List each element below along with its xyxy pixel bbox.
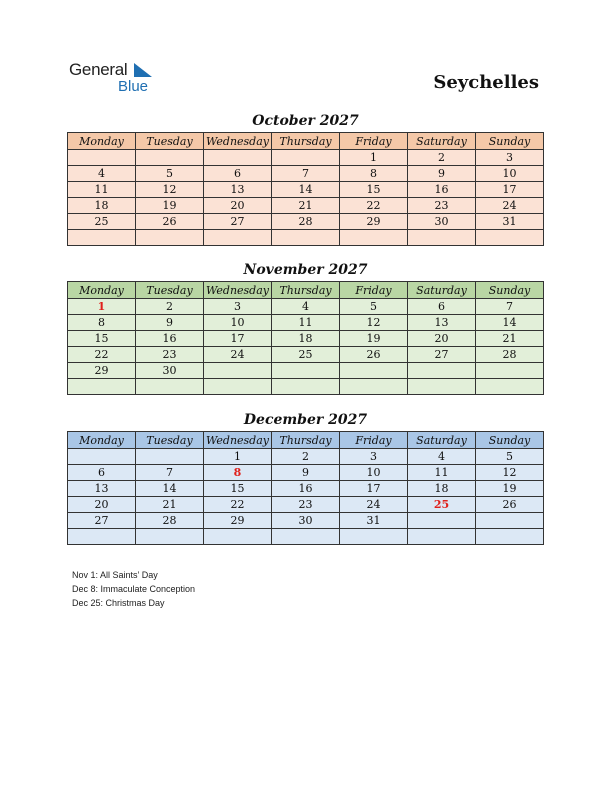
calendar-table: [67, 431, 544, 545]
day-cell: [272, 529, 340, 545]
weekday-header: Saturday: [408, 133, 476, 150]
day-cell: 2: [136, 299, 204, 315]
day-cell: 12: [136, 182, 204, 198]
day-cell: 4: [68, 166, 136, 182]
day-cell: 30: [408, 214, 476, 230]
day-cell: 26: [136, 214, 204, 230]
day-cell: 14: [136, 481, 204, 497]
day-cell: 1: [68, 299, 136, 315]
week-row: [68, 465, 544, 481]
day-cell: 13: [408, 315, 476, 331]
day-cell: [340, 529, 408, 545]
week-row: [68, 214, 544, 230]
day-cell: 29: [204, 513, 272, 529]
week-row: [68, 347, 544, 363]
day-cell: 11: [68, 182, 136, 198]
weekday-header: Thursday: [272, 432, 340, 449]
calendar-table: [67, 132, 544, 246]
day-cell: [476, 513, 544, 529]
weekday-header: Sunday: [476, 282, 544, 299]
day-cell: [408, 363, 476, 379]
holiday-note: Nov 1: All Saints’ Day: [72, 570, 158, 580]
day-cell: 7: [136, 465, 204, 481]
day-cell: 3: [476, 150, 544, 166]
day-cell: 28: [272, 214, 340, 230]
day-cell: [476, 230, 544, 246]
day-cell: [272, 150, 340, 166]
weekday-header: Friday: [340, 432, 408, 449]
day-cell: 28: [136, 513, 204, 529]
day-cell: [408, 529, 476, 545]
day-cell: 3: [204, 299, 272, 315]
week-row: [68, 315, 544, 331]
day-cell: 30: [272, 513, 340, 529]
day-cell: [68, 150, 136, 166]
day-cell: 9: [408, 166, 476, 182]
day-cell: 9: [272, 465, 340, 481]
day-cell: 27: [68, 513, 136, 529]
day-cell: 18: [68, 198, 136, 214]
day-cell: 23: [136, 347, 204, 363]
day-cell: [476, 379, 544, 395]
day-cell: [272, 379, 340, 395]
month-title: November 2027: [243, 262, 368, 278]
day-cell: 16: [272, 481, 340, 497]
day-cell: 6: [204, 166, 272, 182]
day-cell: 29: [340, 214, 408, 230]
day-cell: 30: [136, 363, 204, 379]
holiday-note: Dec 25: Christmas Day: [72, 598, 165, 608]
weekday-header: Wednesday: [204, 282, 272, 299]
weekday-header: Tuesday: [136, 432, 204, 449]
day-cell: 26: [340, 347, 408, 363]
day-cell: [204, 363, 272, 379]
day-cell: 22: [340, 198, 408, 214]
day-cell: 2: [408, 150, 476, 166]
month-title: December 2027: [243, 412, 368, 428]
month-october: [67, 111, 544, 246]
day-cell: 15: [340, 182, 408, 198]
day-cell: 18: [408, 481, 476, 497]
day-cell: 24: [204, 347, 272, 363]
day-cell: 11: [272, 315, 340, 331]
day-cell: 23: [272, 497, 340, 513]
day-cell: 24: [340, 497, 408, 513]
day-cell: 8: [68, 315, 136, 331]
day-cell: [340, 379, 408, 395]
day-cell: [204, 379, 272, 395]
day-cell: 19: [136, 198, 204, 214]
weekday-header: Thursday: [272, 133, 340, 150]
day-cell: 22: [204, 497, 272, 513]
day-cell: 10: [204, 315, 272, 331]
week-row: [68, 513, 544, 529]
day-cell: 20: [204, 198, 272, 214]
holiday-notes: [72, 568, 195, 610]
day-cell: 27: [204, 214, 272, 230]
week-row: [68, 331, 544, 347]
day-cell: [476, 363, 544, 379]
day-cell: 21: [136, 497, 204, 513]
calendar-table: [67, 281, 544, 395]
day-cell: 4: [272, 299, 340, 315]
day-cell: 29: [68, 363, 136, 379]
week-row: [68, 299, 544, 315]
day-cell: 14: [476, 315, 544, 331]
day-cell: 21: [476, 331, 544, 347]
week-row: [68, 529, 544, 545]
day-cell: [68, 230, 136, 246]
logo-triangle-icon: [134, 63, 152, 77]
day-cell: [136, 529, 204, 545]
day-cell: [408, 230, 476, 246]
day-cell: [68, 529, 136, 545]
week-row: [68, 150, 544, 166]
day-cell: 9: [136, 315, 204, 331]
day-cell: [272, 230, 340, 246]
day-cell: [408, 513, 476, 529]
day-cell: 28: [476, 347, 544, 363]
day-cell: 25: [68, 214, 136, 230]
logo-blue-text: Blue: [118, 78, 149, 95]
day-cell: 6: [68, 465, 136, 481]
day-cell: 15: [68, 331, 136, 347]
day-cell: 23: [408, 198, 476, 214]
day-cell: [136, 150, 204, 166]
day-cell: 17: [204, 331, 272, 347]
weekday-header: Saturday: [408, 282, 476, 299]
week-row: [68, 198, 544, 214]
month-november: [67, 260, 544, 395]
day-cell: [136, 449, 204, 465]
week-row: [68, 363, 544, 379]
weekday-header: Tuesday: [136, 133, 204, 150]
weekday-header-row: [68, 282, 544, 299]
day-cell: 5: [136, 166, 204, 182]
day-cell: [408, 379, 476, 395]
weekday-header: Thursday: [272, 282, 340, 299]
day-cell: 7: [272, 166, 340, 182]
week-row: [68, 379, 544, 395]
weekday-header: Friday: [340, 282, 408, 299]
day-cell: 13: [68, 481, 136, 497]
day-cell: 25: [408, 497, 476, 513]
day-cell: 7: [476, 299, 544, 315]
day-cell: 22: [68, 347, 136, 363]
week-row: [68, 230, 544, 246]
day-cell: 6: [408, 299, 476, 315]
day-cell: 17: [476, 182, 544, 198]
day-cell: 12: [476, 465, 544, 481]
day-cell: 27: [408, 347, 476, 363]
week-row: [68, 481, 544, 497]
weekday-header-row: [68, 432, 544, 449]
day-cell: [136, 379, 204, 395]
weekday-header: Wednesday: [204, 133, 272, 150]
day-cell: 16: [408, 182, 476, 198]
day-cell: 20: [408, 331, 476, 347]
day-cell: 4: [408, 449, 476, 465]
day-cell: 8: [340, 166, 408, 182]
day-cell: 15: [204, 481, 272, 497]
weekday-header-row: [68, 133, 544, 150]
month-december: [67, 410, 544, 545]
day-cell: 2: [272, 449, 340, 465]
day-cell: [204, 230, 272, 246]
day-cell: [136, 230, 204, 246]
day-cell: 3: [340, 449, 408, 465]
country-title: Seychelles: [433, 72, 539, 93]
day-cell: 10: [476, 166, 544, 182]
day-cell: 1: [204, 449, 272, 465]
weekday-header: Tuesday: [136, 282, 204, 299]
week-row: [68, 182, 544, 198]
weekday-header: Monday: [68, 133, 136, 150]
week-row: [68, 449, 544, 465]
day-cell: 31: [340, 513, 408, 529]
day-cell: 11: [408, 465, 476, 481]
holiday-note: Dec 8: Immaculate Conception: [72, 584, 196, 594]
day-cell: [68, 379, 136, 395]
day-cell: [476, 529, 544, 545]
weekday-header: Sunday: [476, 432, 544, 449]
weekday-header: Sunday: [476, 133, 544, 150]
day-cell: [68, 449, 136, 465]
day-cell: 5: [476, 449, 544, 465]
day-cell: 18: [272, 331, 340, 347]
day-cell: 12: [340, 315, 408, 331]
day-cell: 14: [272, 182, 340, 198]
week-row: [68, 166, 544, 182]
day-cell: 20: [68, 497, 136, 513]
day-cell: 13: [204, 182, 272, 198]
month-title: October 2027: [252, 113, 359, 129]
day-cell: 31: [476, 214, 544, 230]
day-cell: 16: [136, 331, 204, 347]
weekday-header: Monday: [68, 282, 136, 299]
day-cell: 19: [476, 481, 544, 497]
weekday-header: Friday: [340, 133, 408, 150]
day-cell: 1: [340, 150, 408, 166]
day-cell: [340, 230, 408, 246]
day-cell: 24: [476, 198, 544, 214]
weekday-header: Saturday: [408, 432, 476, 449]
day-cell: [272, 363, 340, 379]
day-cell: 10: [340, 465, 408, 481]
day-cell: 19: [340, 331, 408, 347]
logo-general-text: General: [69, 60, 128, 79]
weekday-header: Wednesday: [204, 432, 272, 449]
day-cell: 5: [340, 299, 408, 315]
weekday-header: Monday: [68, 432, 136, 449]
day-cell: 26: [476, 497, 544, 513]
day-cell: 8: [204, 465, 272, 481]
day-cell: [340, 363, 408, 379]
day-cell: [204, 529, 272, 545]
logo: [69, 60, 169, 96]
day-cell: 21: [272, 198, 340, 214]
day-cell: 25: [272, 347, 340, 363]
week-row: [68, 497, 544, 513]
day-cell: [204, 150, 272, 166]
day-cell: 17: [340, 481, 408, 497]
